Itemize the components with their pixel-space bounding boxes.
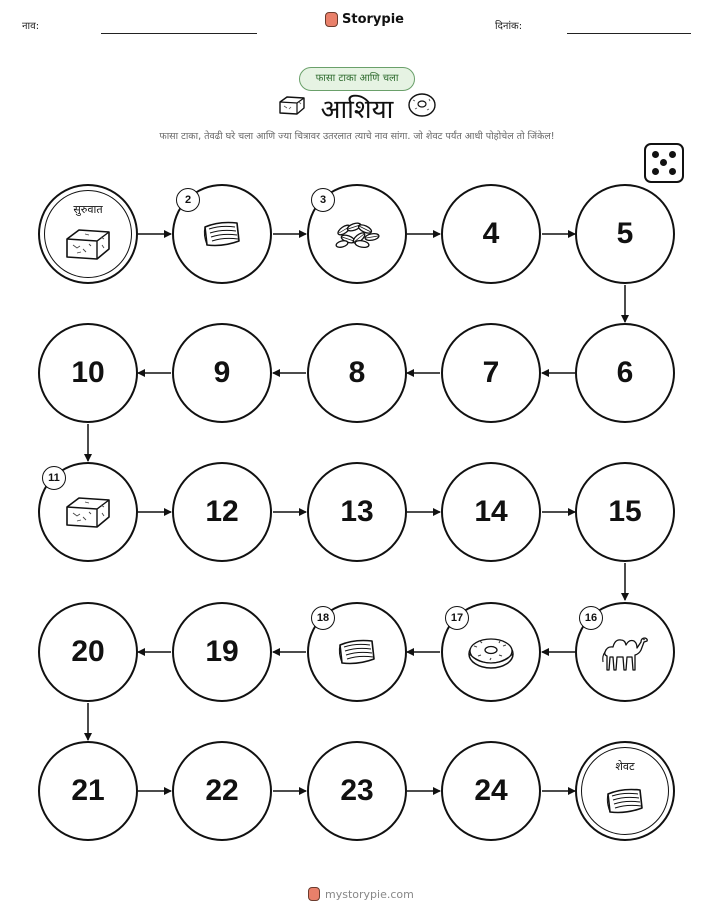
footer-link[interactable]: mystorypie.com xyxy=(325,887,414,901)
end-label: शेवट xyxy=(615,760,635,773)
board-space-23 xyxy=(307,741,407,841)
board-space-8 xyxy=(307,323,407,423)
space-number: 15 xyxy=(608,495,642,528)
space-number: 19 xyxy=(205,635,239,668)
space-number: 4 xyxy=(482,217,500,250)
space-number: 14 xyxy=(474,495,508,528)
space-number-badge: 11 xyxy=(42,466,66,490)
space-number: 21 xyxy=(71,774,105,807)
space-number: 20 xyxy=(71,635,105,668)
board-space-19 xyxy=(172,602,272,702)
seeds-icon xyxy=(332,217,382,255)
board-space-21 xyxy=(38,741,138,841)
footer xyxy=(308,887,414,901)
start-space xyxy=(38,184,138,284)
tofu-block-icon xyxy=(63,493,113,535)
end-space xyxy=(575,741,675,841)
space-number: 6 xyxy=(616,356,634,389)
space-number: 8 xyxy=(348,356,366,389)
space-number-badge: 17 xyxy=(445,606,469,630)
game-tag: फासा टाका आणि चला xyxy=(299,67,415,91)
space-number: 9 xyxy=(213,356,231,389)
date-label: दिनांक: xyxy=(495,21,523,32)
space-number: 12 xyxy=(205,495,239,528)
board-space-5 xyxy=(575,184,675,284)
brand-name: Storypie xyxy=(342,12,404,27)
tofu-block-icon xyxy=(63,225,113,267)
space-number-badge: 18 xyxy=(311,606,335,630)
board-space-24 xyxy=(441,741,541,841)
title-text: आशिया xyxy=(320,95,394,125)
donut-icon xyxy=(466,632,516,676)
instructions: फासा टाका, तेवढी घरे चला आणि ज्या चित्रावर उतरलात त्याचे नाव सांगा. जो शेवट पर्यंत आधी पोहोचेल तो जिंकेल! xyxy=(159,131,555,142)
board-space-15 xyxy=(575,462,675,562)
board-space-7 xyxy=(441,323,541,423)
folded-cloth-icon xyxy=(334,635,380,673)
board-space-6 xyxy=(575,323,675,423)
space-number-badge: 16 xyxy=(579,606,603,630)
space-number-badge: 2 xyxy=(176,188,200,212)
camel-icon xyxy=(599,630,651,678)
board-space-12 xyxy=(172,462,272,562)
space-number-badge: 3 xyxy=(311,188,335,212)
board-space-10 xyxy=(38,323,138,423)
space-number: 22 xyxy=(205,774,239,807)
start-label: सुरुवात xyxy=(73,203,103,216)
board-space-22 xyxy=(172,741,272,841)
board-space-4 xyxy=(441,184,541,284)
space-number: 7 xyxy=(482,356,500,389)
folded-cloth-icon xyxy=(199,217,245,255)
board-space-9 xyxy=(172,323,272,423)
board-space-13 xyxy=(307,462,407,562)
space-number: 23 xyxy=(340,774,374,807)
board-space-14 xyxy=(441,462,541,562)
space-number: 13 xyxy=(340,495,374,528)
space-number: 10 xyxy=(71,356,105,389)
name-label: नाव: xyxy=(22,21,40,32)
storypie-icon xyxy=(308,887,320,901)
space-number: 5 xyxy=(616,217,634,250)
space-number: 24 xyxy=(474,774,508,807)
board-space-20 xyxy=(38,602,138,702)
folded-cloth-icon xyxy=(602,784,648,822)
